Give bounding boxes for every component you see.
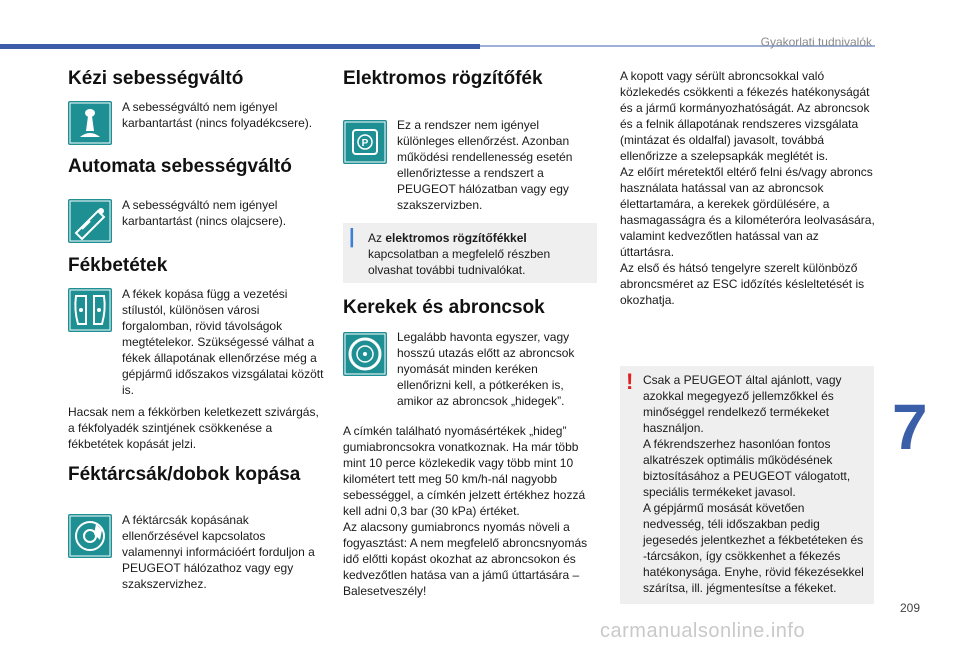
manual-gearbox-heading: Kézi sebességváltó	[68, 68, 244, 89]
brake-disc-icon	[68, 514, 112, 558]
manual-gearstick-icon	[68, 101, 112, 145]
svg-text:P: P	[361, 138, 369, 149]
tyres-extra: A címkén található nyomásértékek „hideg” gumiabroncsokra vonatkoznak. Ha már több mint 10 perce közlekedik vagy több mint 10 kilométert tett meg 50 km/h-nál nagyobb sebességgel, a címkén jelzett értékhez hozzá kell adni 0,3 bar (30 kPa) értéket. Az alacsony gumiabroncs nyomás növeli a fogyasztást: A nem megfelelő abroncsnyomás idő előtti kopást okozhat az abroncsokon és kedvezőtlen hatása van a jámű úttartására – Balesetveszély!	[343, 424, 588, 598]
header-title: Gyakorlati tudnivalók	[760, 35, 872, 49]
electric-brake-heading: Elektromos rögzítőfék	[343, 68, 543, 89]
chapter-number: 7	[892, 391, 928, 463]
header-rule	[0, 44, 480, 49]
page-number: 209	[900, 601, 921, 615]
automatic-gearbox-heading: Automata sebességváltó	[68, 156, 292, 177]
brake-discs-heading: Féktárcsák/dobok kopása	[68, 464, 301, 485]
automatic-gear-selector-icon	[68, 199, 112, 243]
brake-discs-text: A féktárcsák kopásának ellenőrzésével kapcsolatos valamennyi információért forduljon a PEUGEOT hálózathoz vagy egy szakszervizhez.	[122, 513, 315, 591]
brake-pads-icon	[68, 288, 112, 332]
electric-parking-brake-icon	[343, 120, 387, 164]
tyres-text: Legalább havonta egyszer, vagy hosszú utazás előtt az abroncsok nyomását minden keréken ellenőrizni kell, a pótkeréken is, amikor az abroncsok „hidegek”.	[397, 330, 575, 408]
electric-brake-note-text: Az elektromos rögzítőfékkel kapcsolatban a megfelelő részben olvashat további tudnivalókat.	[368, 231, 551, 277]
brake-pads-heading: Fékbetétek	[68, 255, 168, 276]
automatic-gearbox-text: A sebességváltó nem igényel karbantartást (nincs olajcsere).	[122, 198, 287, 228]
tyres-maintenance-text: A kopott vagy sérült abroncsokkal való közlekedés csökkenti a fékezés hatékonyságát és a jármű kormányozhatóságát. Az abroncsok és a felnik állapotának rendszeres vizsgálata (mintázat és oldalfal) javasolt, továbbá ellenőrizze a szelepsapkák meglétét is. Az előírt méretektől eltérő felni és/vagy abroncs használata hatással van az abroncsok élettartamára, a kerekek gördülésére, a hasmagasságra és a kilométeróra leolvasására, valamint kedvezőtlen hatással van az úttartásra. Az első és hátsó tengelyre szerelt különböző abroncsméret az ESC időzítés késleltetését is okozhatja.	[620, 69, 875, 307]
electric-brake-text: Ez a rendszer nem igényel különleges ellenőrzést. Azonban működési rendellenesség esetén ellenőriztesse a rendszert a PEUGEOT hálózatban vagy egy szakszervizben.	[397, 118, 573, 212]
tyres-heading: Kerekek és abroncsok	[343, 297, 545, 318]
brake-pads-extra: Hacsak nem a fékkörben keletkezett szivárgás, a fékfolyadék szintjének csökkenése a fékbetétek kopását jelzi.	[68, 405, 319, 451]
warning-marker-icon: !	[626, 369, 634, 394]
manual-gearbox-text: A sebességváltó nem igényel karbantartást (nincs folyadékcsere).	[122, 100, 313, 130]
warning-text: Csak a PEUGEOT által ajánlott, vagy azokkal megegyező jellemzőkkel és minőséggel rendelkező termékeket használjon. A fékrendszerhez hasonlóan fontos alkatrészek optimális működésének biztosításához a PEUGEOT válogatott, speciális termékeket javasol. A gépjármű mosását követően nedvesség, téli időszakban pedig jegesedés jelentkezhet a fékbetéteken és -tárcsákon, így csökkenhet a fékezés hatékonysága. Enyhe, rövid fékezésekkel szárítsa, ill. jégmentesítse a fékeket.	[643, 373, 864, 595]
wheel-tyre-icon	[343, 332, 387, 376]
watermark: carmanualsonline.info	[600, 620, 806, 642]
brake-pads-text: A fékek kopása függ a vezetési stílustól, különösen városi forgalomban, rövid távolságok megtételekor. Szükségessé válhat a fékek állapotának ellenőrzése még a gépjármű időszakos vizsgálatai között is.	[122, 287, 324, 397]
info-marker-icon: |	[349, 226, 355, 248]
